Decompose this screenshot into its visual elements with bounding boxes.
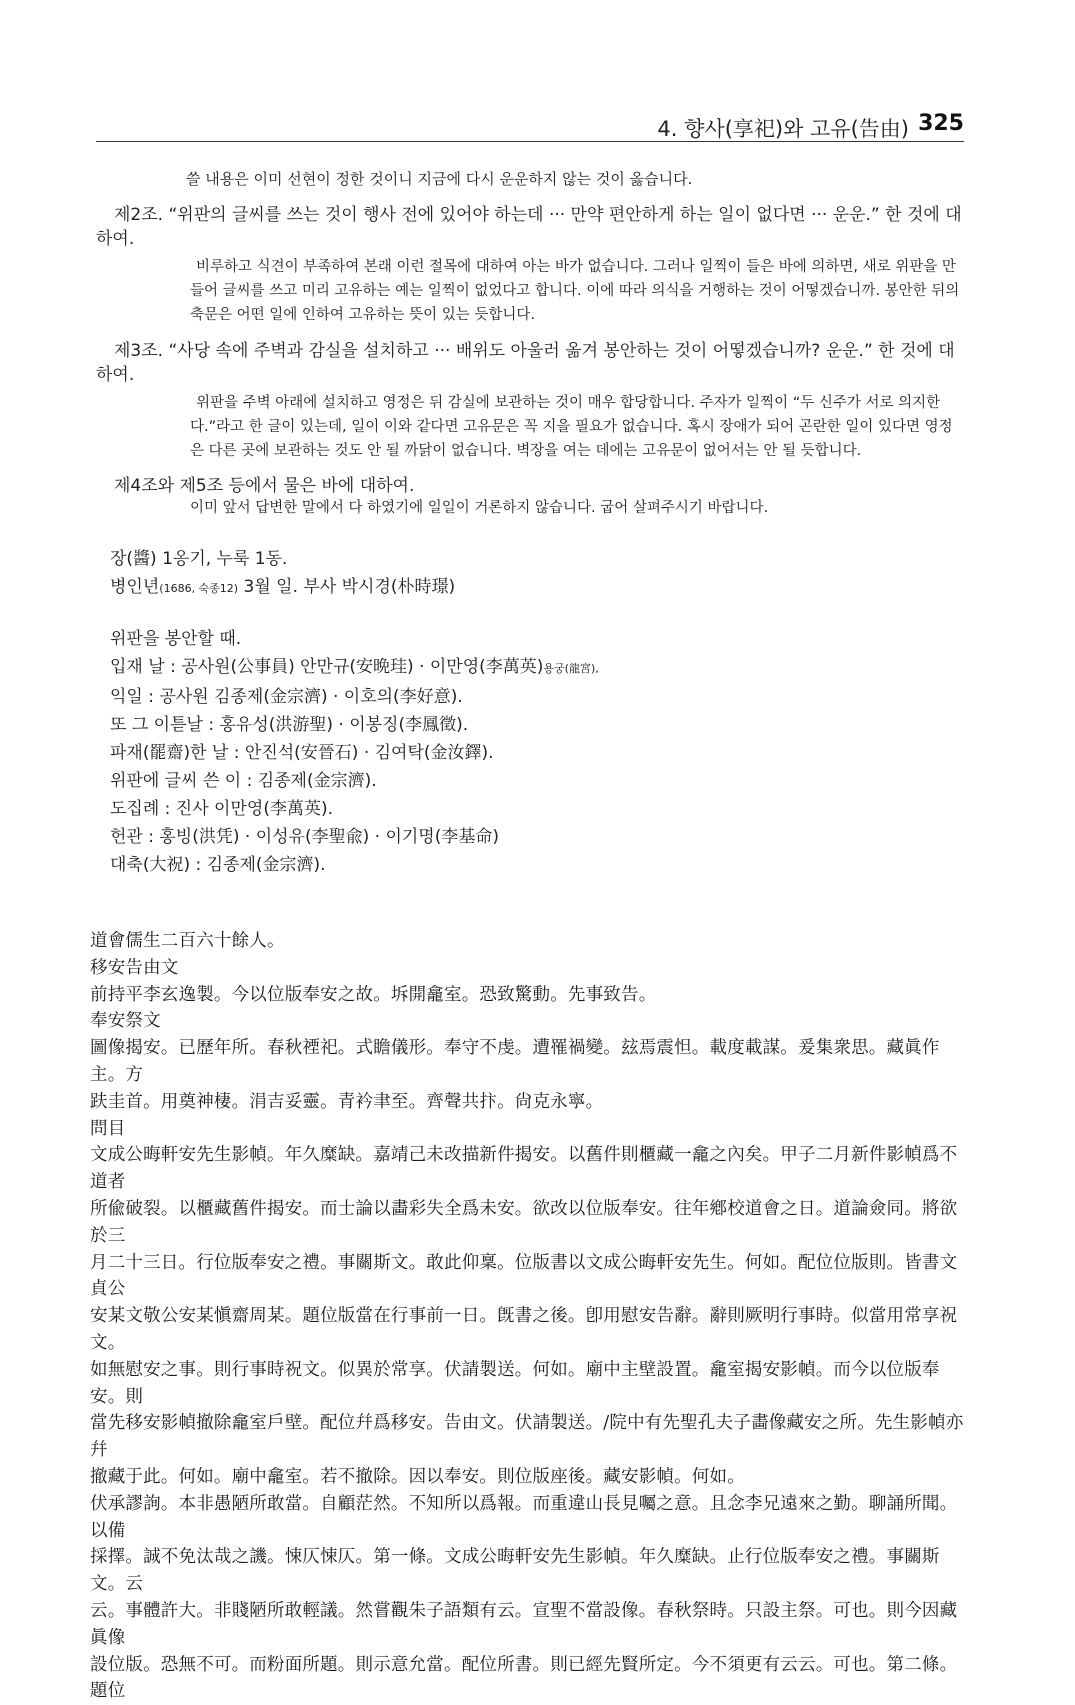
record-line: 파재(罷齋)한 날 : 안진석(安晉石) · 김여탁(金汝鐸). [110,743,494,763]
classical-line: 文成公晦軒安先生影幀。年久糜缺。嘉靖己未改描新件揭安。以舊件則櫃藏一龕之內矣。甲子二月新件影幀爲不道者 [90,1145,958,1193]
record-line: 위판을 봉안할 때. [110,629,242,649]
classical-chinese-text [90,928,970,1705]
record-date: 병인년 [110,577,160,597]
question-2: 제2조. “위판의 글씨를 쓰는 것이 행사 전에 있어야 하는데 ··· 만약 편안하게 하는 일이 없다면 ··· 운운.” 한 것에 대하여. [96,205,962,249]
classical-line: 趺圭首。用奠神棲。涓吉妥靈。青衿聿至。齊聲共抃。尙克永寧。 [90,1091,604,1112]
classical-heading: 奉安祭文 [90,1011,161,1032]
classical-line: 撤藏于此。何如。廟中龕室。若不撤除。因以奉安。則位版座後。藏安影幀。何如。 [90,1466,745,1487]
classical-line: 云。事體許大。非賤陋所敢輕議。然嘗觀朱子語類有云。宣聖不當設像。春秋祭時。只設主祭。可也。則今因藏眞像 [90,1600,958,1648]
record-line: 헌관 : 홍빙(洪凭) · 이성유(李聖兪) · 이기명(李基命) [110,827,499,847]
record-date-note: (1686, 숙종12) [159,582,239,595]
record-line: 위판에 글씨 쓴 이 : 김종제(金宗濟). [110,771,377,791]
record-line: 장(醬) 1옹기, 누룩 1동. [110,549,288,569]
classical-line: 伏承謬詢。本非愚陋所敢當。自顧茫然。不知所以爲報。而重違山長見囑之意。且念李兄遠來之勤。聊誦所聞。以備 [90,1493,958,1541]
record-line: 도집례 : 진사 이만영(李萬英). [110,799,333,819]
classical-heading: 移安告由文 [90,957,179,978]
classical-line: 月二十三日。行位版奉安之禮。事關斯文。敢此仰稟。位版書以文成公晦軒安先生。何如。配位位版則。皆書文貞公 [90,1252,958,1300]
record-line: 익일 : 공사원 김종제(金宗濟) · 이호의(李好意). [110,687,463,707]
question-4-5: 제4조와 제5조 등에서 물은 바에 대하여. [114,476,415,496]
question-3: 제3조. “사당 속에 주벽과 감실을 설치하고 ··· 배위도 아울러 옮겨 봉안하는 것이 어떻겠습니까? 운운.” 한 것에 대하여. [96,341,955,385]
record-line: 대축(大祝) : 김종제(金宗濟). [110,855,326,875]
classical-line: 圖像揭安。已歷年所。春秋禋祀。式瞻儀形。奉守不虔。遭罹禍變。玆焉震怛。載度載謀。爰集衆思。藏眞作主。方 [90,1038,940,1085]
record-line [110,573,964,603]
running-title: 4. 향사(享祀)와 고유(告由) [657,117,909,141]
answer-4-5: 이미 앞서 답변한 말에서 다 하였기에 일일이 거론하지 않습니다. 굽어 살펴주시기 바랍니다. [190,500,769,516]
record-note: 용궁(龍宮), [543,662,599,675]
page-header [96,113,964,149]
classical-line: 當先移安影幀撤除龕室戶壁。配位幷爲移安。告由文。伏請製送。/院中有先聖孔夫子畵像藏安之所。先生影幀亦幷 [90,1413,964,1461]
classical-line: 採擇。誠不免汰哉之譏。悚仄悚仄。第一條。文成公晦軒安先生影幀。年久糜缺。止行位版奉安之禮。事關斯文。云 [90,1547,940,1595]
classical-line: 設位版。恐無不可。而粉面所題。則示意允當。配位所書。則已經先賢所定。今不須更有云云。可也。第二條。題位 [90,1654,958,1702]
classical-line: 道會儒生二百六十餘人。 [90,931,285,951]
classical-line: 安某文敬公安某愼齋周某。題位版當在行事前一日。旣書之後。卽用慰安告辭。辭則厥明行事時。似當用常享祝文。 [90,1306,958,1353]
answer-3: 위판을 주벽 아래에 설치하고 영정은 뒤 감실에 보관하는 것이 매우 합당합니다. 주자가 일찍이 “두 신주가 서로 의지한다.”라고 한 글이 있는데, 일이 이와 같다면 고유문은 꼭 지을 필요가 없습니다. 혹시 장애가 되어 곤란한 일이 있다면 영정은 다른 곳에 보관하는 것도 안 될 까닭이 없습니다. 벽장을 여는 데에는 고유문이 없어서는 안 될 듯합니다. [190,395,953,459]
classical-line: 所偸破裂。以櫃藏舊件揭安。而士論以畵彩失全爲未安。欲改以位版奉安。往年鄕校道會之日。道論僉同。將欲於三 [90,1198,958,1246]
record-line: 또 그 이튿날 : 홍유성(洪游聖) · 이봉징(李鳳徵). [110,715,469,735]
answer-2: 비루하고 식견이 부족하여 본래 이런 절목에 대하여 아는 바가 없습니다. 그러나 일찍이 들은 바에 의하면, 새로 위판을 만들어 글씨를 쓰고 미리 고유하는 예는 일찍이 없었다고 합니다. 이에 따라 의식을 거행하는 것이 어떻겠습니까. 봉안한 뒤의 축문은 어떤 일에 인하여 고유하는 뜻이 있는 듯합니다. [190,259,960,323]
record-text: 입재 날 : 공사원(公事員) 안만규(安晩珪) · 이만영(李萬英) [110,657,544,677]
record-official: 3월 일. 부사 박시경(朴時璟) [238,577,456,597]
classical-heading: 問目 [90,1118,126,1139]
record-list [96,545,964,879]
classical-line: 如無慰安之事。則行事時祝文。似異於常享。伏請製送。何如。廟中主壁設置。龕室揭安影幀。而今以位版奉安。則 [90,1359,940,1407]
page-number: 325 [918,111,964,136]
classical-line: 前持平李玄逸製。今以位版奉安之故。坼開龕室。恐致驚動。先事致告。 [90,984,657,1005]
header-rule [96,141,964,142]
intro-paragraph: 쓸 내용은 이미 선현이 정한 것이니 지금에 다시 운운하지 않는 것이 옳습니다. [186,170,693,188]
korean-translation [96,168,964,879]
record-line [110,653,964,683]
